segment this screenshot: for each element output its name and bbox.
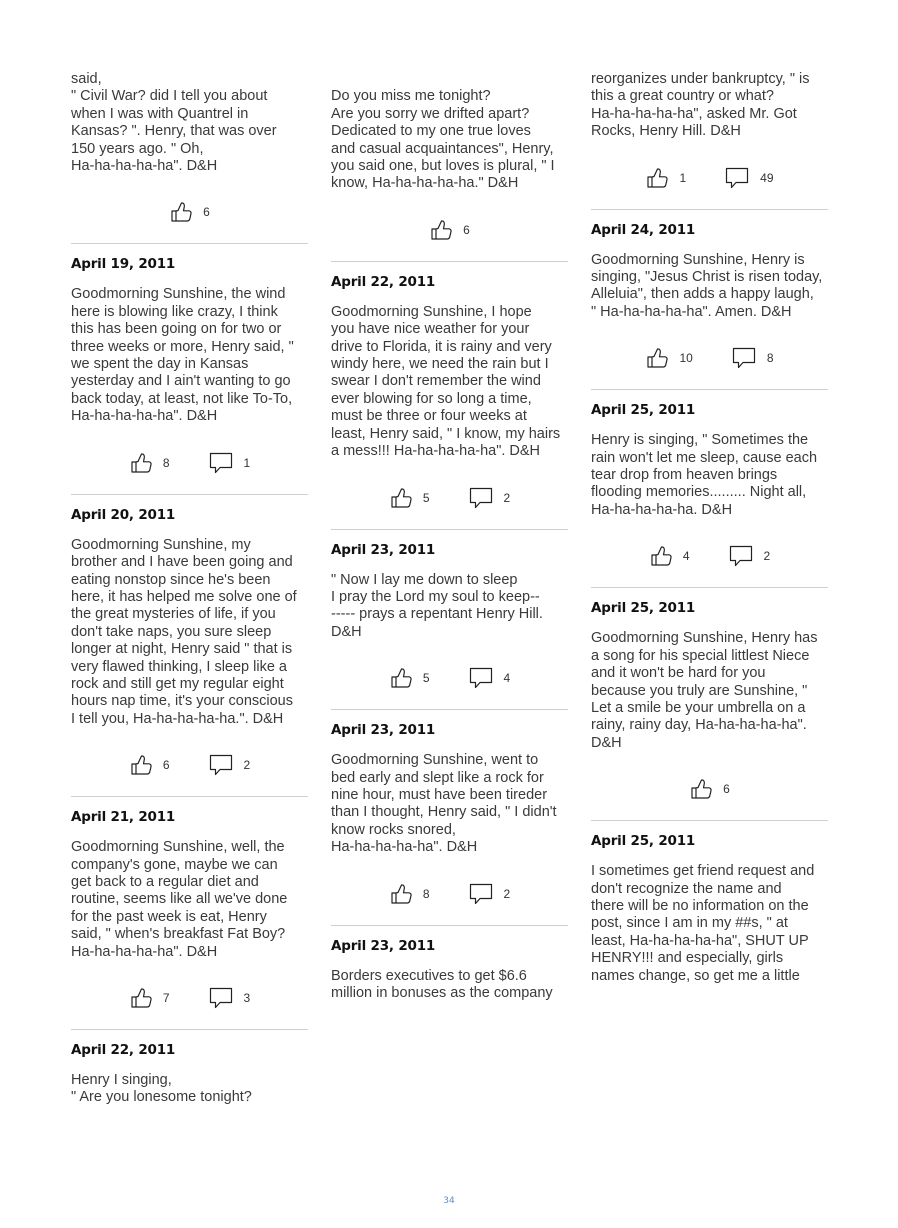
post-date: April 23, 2011 <box>331 722 436 739</box>
like-button[interactable] <box>389 882 430 906</box>
like-count: 4 <box>682 549 690 564</box>
like-count: 6 <box>463 222 470 237</box>
comment-count: 4 <box>503 671 511 686</box>
like-button[interactable] <box>645 346 692 370</box>
post-date: April 25, 2011 <box>591 402 696 419</box>
comment-icon <box>208 753 234 777</box>
post-date: April 25, 2011 <box>591 600 696 617</box>
comment-button[interactable] <box>208 753 251 777</box>
thumbs-up-icon <box>129 753 153 777</box>
comment-icon <box>728 544 754 568</box>
like-count: 1 <box>679 170 687 185</box>
comment-icon <box>208 986 234 1010</box>
post-entry <box>71 244 308 494</box>
post-text: " Now I lay me down to sleep I pray the Lord my soul to keep-- ----- prays a repentant Henry Hill. D&H <box>331 571 543 640</box>
thumbs-up-icon <box>129 451 153 475</box>
post-text: Goodmorning Sunshine, well, the company's gone, maybe we can get back to a regular diet and routine, seems like all we've done for the past week is eat, Henry said, " when's breakfast Fat Boy? Ha-ha-ha-ha-ha". D&H <box>71 839 288 960</box>
post-actions <box>71 448 308 478</box>
post-text: reorganizes under bankruptcy, " is this a great country or what? Ha-ha-ha-ha-ha", asked Mr. Got Rocks, Henry Hill. D&H <box>591 71 810 140</box>
post-actions <box>591 774 828 804</box>
thumbs-up-icon <box>389 666 413 690</box>
like-button[interactable] <box>389 486 430 510</box>
post-actions <box>71 750 308 780</box>
thumbs-up-icon <box>645 166 669 190</box>
like-count: 6 <box>203 205 210 220</box>
post-text: Goodmorning Sunshine, I hope you have nice weather for your drive to Florida, it is rainy and very windy here, we need the rain but I swear I don't remember the wind ever blowing for so long a time, must be three or four weeks at least, Henry said, " I know, my hairs a mess!!! Ha-ha-ha-ha-ha". D&H <box>331 303 561 460</box>
like-count: 6 <box>723 782 730 797</box>
comment-icon <box>724 166 750 190</box>
like-button[interactable] <box>169 200 210 224</box>
like-count: 7 <box>162 991 170 1005</box>
thumbs-up-icon <box>645 346 669 370</box>
post-date: April 24, 2011 <box>591 221 696 238</box>
post-actions <box>591 343 828 373</box>
post-date: April 23, 2011 <box>331 937 436 954</box>
like-button[interactable] <box>129 753 170 777</box>
like-count: 8 <box>422 886 430 901</box>
comment-icon <box>208 451 234 475</box>
thumbs-up-icon <box>649 544 673 568</box>
post-entry <box>331 926 568 1003</box>
post-text: Goodmorning Sunshine, Henry is singing, "Jesus Christ is risen today, Alleluia", then adds a happy laugh, " Ha-ha-ha-ha-ha". Amen. D&H <box>591 251 823 320</box>
post-text: Borders executives to get $6.6 million in bonuses as the company <box>331 967 553 1001</box>
post-entry <box>591 588 828 821</box>
post-date: April 25, 2011 <box>591 833 696 850</box>
comment-icon <box>468 486 494 510</box>
comment-count: 3 <box>243 991 251 1005</box>
comment-button[interactable] <box>728 544 771 568</box>
like-button[interactable] <box>429 218 470 242</box>
like-button[interactable] <box>689 777 730 801</box>
post-date: April 19, 2011 <box>71 256 176 273</box>
thumbs-up-icon <box>429 218 453 242</box>
comment-icon <box>731 346 757 370</box>
post-entry <box>71 495 308 797</box>
post-entry <box>331 710 568 925</box>
post-date: April 23, 2011 <box>331 541 436 558</box>
comment-button[interactable] <box>731 346 774 370</box>
like-button[interactable] <box>389 666 430 690</box>
comment-count: 8 <box>766 351 774 366</box>
post-date: April 22, 2011 <box>331 273 436 290</box>
post-actions <box>591 163 828 193</box>
post-actions <box>331 215 568 245</box>
column-2 <box>331 71 568 1002</box>
post-entry <box>591 210 828 391</box>
post-entry <box>71 797 308 1030</box>
post-text: Henry is singing, " Sometimes the rain won't let me sleep, cause each tear drop from heaven brings flooding memories......... Night all, Ha-ha-ha-ha-ha. D&H <box>591 432 818 518</box>
post-actions <box>71 983 308 1013</box>
like-button[interactable] <box>129 986 170 1010</box>
post-entry <box>591 821 828 985</box>
post-entry <box>71 1030 308 1107</box>
like-button[interactable] <box>129 451 170 475</box>
post-text: Henry I singing, " Are you lonesome tonight? <box>71 1072 252 1106</box>
post-text: Goodmorning Sunshine, my brother and I have been going and eating nonstop since he's been here, it has helped me solve one of the great mysteries of life, if you don't take naps, you sure sleep longer at night, Henry said " that is very flawed thinking, I sleep like a rock and still get my regular eight hours nap time, it's your conscious I tell you, Ha-ha-ha-ha-ha.". D&H <box>71 536 297 727</box>
post-entry <box>591 390 828 588</box>
like-count: 5 <box>422 490 430 505</box>
post-actions <box>71 197 308 227</box>
thumbs-up-icon <box>389 882 413 906</box>
like-button[interactable] <box>649 544 690 568</box>
post-text: Goodmorning Sunshine, the wind here is blowing like crazy, I think this has been going on for two or three weeks or more, Henry said, " we spent the day in Kansas yesterday and I ain't wanting to go back today, at least, not like To-To, Ha-ha-ha-ha-ha". D&H <box>71 286 294 425</box>
post-text: said, " Civil War? did I tell you about when I was with Quantrel in Kansas? ". Henry, that was over 150 years ago. " Oh, Ha-ha-ha-ha-ha". D&H <box>71 71 277 175</box>
post-actions <box>331 663 568 693</box>
like-count: 8 <box>162 455 170 470</box>
post-date: April 21, 2011 <box>71 809 176 826</box>
comment-icon <box>468 882 494 906</box>
comment-button[interactable] <box>468 882 511 906</box>
post-actions <box>331 879 568 909</box>
comment-count: 1 <box>243 455 251 470</box>
column-1 <box>71 71 308 1107</box>
thumbs-up-icon <box>389 486 413 510</box>
comment-button[interactable] <box>208 986 251 1010</box>
comment-count: 2 <box>503 886 511 901</box>
comment-count: 2 <box>763 549 771 564</box>
post-date: April 22, 2011 <box>71 1042 176 1058</box>
post-text: Goodmorning Sunshine, went to bed early and slept like a rock for nine hour, must have been tireder than I thought, Henry said, " I didn't know rocks snored, Ha-ha-ha-ha-ha". D&H <box>331 752 557 856</box>
page-number: 34 <box>443 1196 455 1206</box>
comment-count: 2 <box>243 758 251 773</box>
like-count: 10 <box>679 351 693 366</box>
comment-button[interactable] <box>468 666 511 690</box>
like-count: 6 <box>162 758 170 773</box>
post-entry <box>331 262 568 530</box>
post-text: Do you miss me tonight? Are you sorry we drifted apart? Dedicated to my one true loves and casual acquaintances", Henry, you said one, but loves is plural, " I know, Ha-ha-ha-ha-ha." D&H <box>331 88 555 192</box>
post-text: I sometimes get friend request and don't recognize the name and there will be no information on the post, since I am in my ##s, " at least, Ha-ha-ha-ha-ha", SHUT UP HENRY!!! and especially, girls names change, so get me a little <box>591 863 815 984</box>
comment-button[interactable] <box>468 486 511 510</box>
post-actions <box>591 541 828 571</box>
comment-button[interactable] <box>724 166 773 190</box>
post-entry <box>331 530 568 711</box>
post-actions <box>331 483 568 513</box>
thumbs-up-icon <box>129 986 153 1010</box>
post-date: April 20, 2011 <box>71 506 176 523</box>
thumbs-up-icon <box>689 777 713 801</box>
column-3 <box>591 71 828 985</box>
post-text: Goodmorning Sunshine, Henry has a song for his special littlest Niece and it won't be hard for you because you truly are Sunshine, " Let a smile be your umbrella on a rainy, rainy day, Ha-ha-ha-ha-ha". D&H <box>591 630 818 751</box>
like-count: 5 <box>422 671 430 686</box>
thumbs-up-icon <box>169 200 193 224</box>
like-button[interactable] <box>645 166 686 190</box>
comment-count: 49 <box>760 170 774 185</box>
comment-button[interactable] <box>208 451 251 475</box>
comment-count: 2 <box>503 490 511 505</box>
comment-icon <box>468 666 494 690</box>
